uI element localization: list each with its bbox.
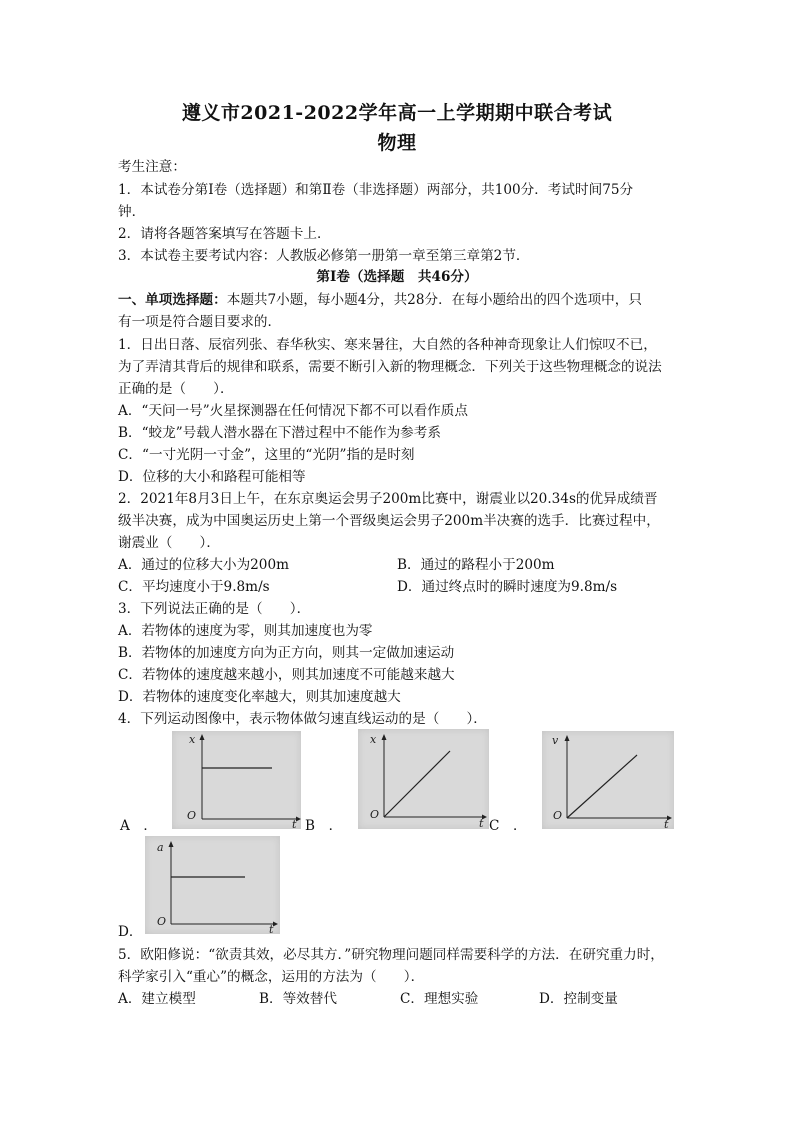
graph-c-line — [567, 755, 637, 818]
q3-option-c: C．若物体的速度越来越小，则其加速度不可能越来越大 — [118, 667, 455, 683]
q4-stem: 4．下列运动图像中，表示物体做匀速直线运动的是（ ）． — [118, 711, 487, 727]
q2-stem-3: 谢震业（ ）． — [118, 535, 220, 551]
q5-stem-2: 科学家引入“重心”的概念，运用的方法为（ ）． — [118, 969, 425, 985]
q5-option-b: B．等效替代 — [259, 991, 337, 1007]
part-desc-cont: 有一项是符合题目要求的． — [118, 314, 282, 330]
q5-option-c: C．理想实验 — [400, 991, 479, 1007]
graph-a-x-arrow — [296, 817, 301, 822]
q5-stem-1: 5．欧阳修说：“欲责其效，必尽其方．”研究物理问题同样需要科学的方法．在研究重力时， — [118, 947, 664, 963]
graph-b-line — [384, 751, 450, 817]
part-desc: 本题共7小题，每小题4分，共28分．在每小题给出的四个选项中，只 — [226, 292, 642, 308]
graph-a-y-label: x — [189, 733, 196, 746]
exam-subject: 物理 — [377, 132, 417, 154]
exam-title: 遵义市2021-2022学年高一上学期期中联合考试 — [181, 102, 613, 124]
notice-item-1: 1．本试卷分第Ⅰ卷（选择题）和第Ⅱ卷（非选择题）两部分，共100分．考试时间75分 — [118, 182, 634, 198]
graph-c-x-label: t — [664, 818, 669, 829]
graph-a-x-label: t — [292, 818, 297, 829]
q4-graph-c — [542, 731, 674, 829]
q1-stem-3: 正确的是（ ）． — [118, 381, 234, 397]
graph-d-svg — [145, 836, 280, 934]
q3-stem: 3．下列说法正确的是（ ）． — [118, 601, 311, 617]
q1-option-b: B．“蛟龙”号载人潜水器在下潜过程中不能作为参考系 — [118, 425, 441, 441]
q5-option-d: D．控制变量 — [539, 991, 618, 1007]
q2-option-b: B．通过的路程小于200m — [397, 557, 555, 573]
notice-item-3: 3．本试卷主要考试内容：人教版必修第一册第一章至第三章第2节． — [118, 248, 530, 264]
q5-option-a: A．建立模型 — [118, 991, 196, 1007]
graph-a-origin: O — [187, 809, 197, 822]
graph-d-y-label: a — [157, 841, 164, 854]
part-heading: 一、单项选择题： — [118, 292, 227, 308]
part-instructions — [118, 289, 678, 311]
graph-b-x-label: t — [479, 817, 484, 829]
graph-c-svg — [542, 731, 674, 829]
q4-option-b-label: B ． — [305, 818, 343, 834]
graph-b-origin: O — [370, 808, 380, 821]
graph-d-y-arrow — [169, 841, 174, 847]
notice-item-2: 2．请将各题答案填写在答题卡上． — [118, 226, 331, 242]
q1-option-c: C．“一寸光阴一寸金”，这里的“光阴”指的是时刻 — [118, 447, 415, 463]
q2-stem-1: 2．2021年8月3日上午，在东京奥运会男子200m比赛中，谢震业以20.34s的优异成绩晋 — [118, 491, 658, 507]
q1-stem-2: 为了弄清其背后的规律和联系，需要不断引入新的物理概念．下列关于这些物理概念的说法 — [118, 359, 662, 375]
graph-c-y-label: v — [552, 734, 559, 747]
graph-a-y-arrow — [200, 734, 205, 740]
q4-graph-b — [358, 729, 489, 829]
q1-stem-1: 1．日出日落、辰宿列张、春华秋实、寒来暑往，大自然的各种神奇现象让人们惊叹不已， — [118, 337, 657, 353]
graph-b-svg — [358, 729, 489, 829]
q3-option-a: A．若物体的速度为零，则其加速度也为零 — [118, 623, 373, 639]
notice-heading: 考生注意： — [118, 159, 186, 175]
q1-option-a: A．“天问一号”火星探测器在任何情况下都不可以看作质点 — [118, 403, 468, 419]
graph-d-origin: O — [157, 915, 167, 928]
q3-option-d: D．若物体的速度变化率越大，则其加速度越大 — [118, 689, 401, 705]
graph-d-x-arrow — [273, 922, 278, 927]
graph-c-y-arrow — [565, 735, 570, 741]
graph-d-x-label: t — [269, 923, 274, 934]
section-heading: 第Ⅰ卷（选择题 共46分） — [316, 269, 478, 285]
q4-graph-d — [145, 836, 280, 934]
graph-a-svg — [172, 731, 301, 829]
q1-option-d: D．位移的大小和路程可能相等 — [118, 469, 306, 485]
graph-b-y-arrow — [382, 734, 387, 740]
q2-option-a: A．通过的位移大小为200m — [118, 557, 289, 573]
q3-option-b: B．若物体的加速度方向为正方向，则其一定做加速运动 — [118, 645, 455, 661]
q4-option-c-label: C ． — [489, 818, 527, 834]
q2-option-c: C．平均速度小于9.8m/s — [118, 579, 270, 595]
q4-option-a-label: A ． — [120, 818, 158, 834]
q4-graph-a — [172, 731, 301, 829]
q2-option-d: D．通过终点时的瞬时速度为9.8m/s — [397, 579, 618, 595]
graph-c-origin: O — [553, 809, 563, 822]
graph-b-y-label: x — [370, 733, 377, 746]
q2-stem-2: 级半决赛，成为中国奥运历史上第一个晋级奥运会男子200m半决赛的选手．比赛过程中， — [118, 513, 660, 529]
notice-item-1-cont: 钟． — [118, 204, 146, 220]
q4-option-d-label: D． — [118, 924, 143, 940]
